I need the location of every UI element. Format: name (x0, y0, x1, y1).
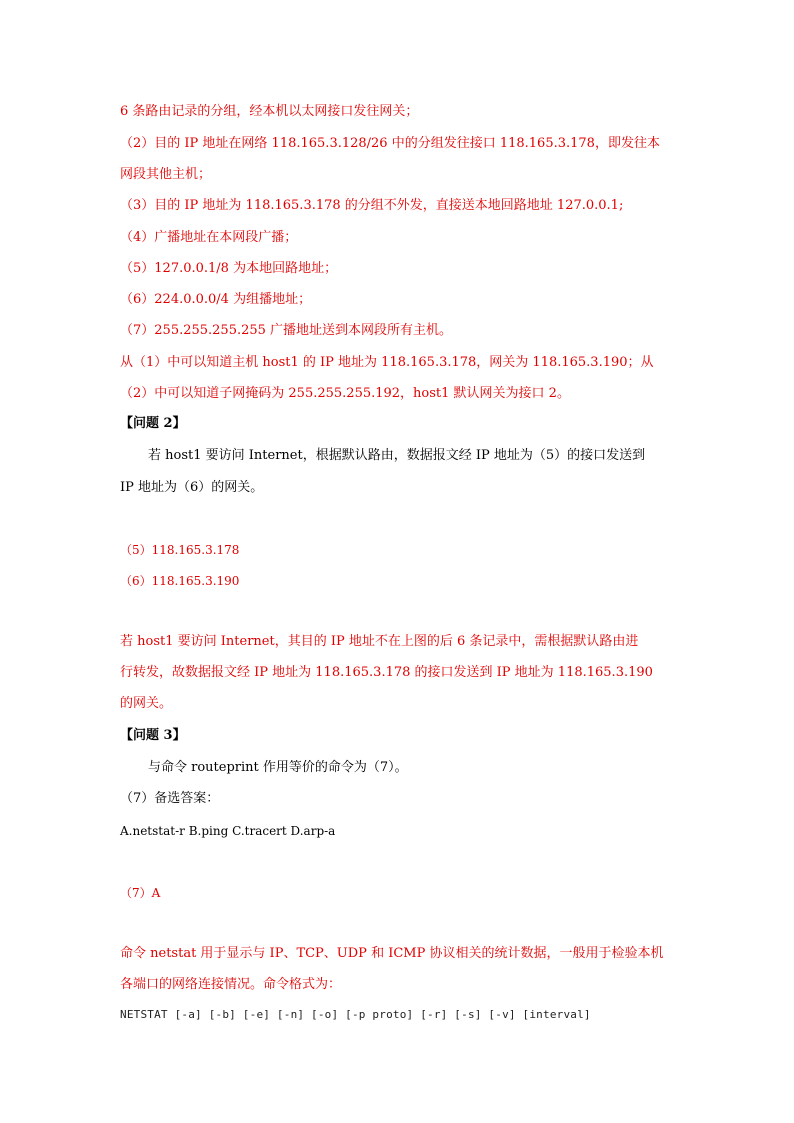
question-3-explanation: 命令 netstat 用于显示与 IP、TCP、UDP 和 ICMP 协议相关的统计数据，一般用于检验本机 (120, 946, 664, 961)
answer-line: 网段其他主机； (120, 167, 212, 182)
answer-line: （5）127.0.0.1/8 为本地回路地址； (120, 261, 338, 276)
question-3-options: A.netstat-r B.ping C.tracert D.arp-a (120, 824, 336, 838)
question-2-text: IP 地址为（6）的网关。 (120, 480, 264, 495)
question-2-answer: （5）118.165.3.178 (120, 543, 240, 557)
answer-line: （2）中可以知道子网掩码为 255.255.255.192，host1 默认网关为接口 2。 (120, 386, 570, 401)
question-2-explanation: 行转发，故数据报文经 IP 地址为 118.165.3.178 的接口发送到 IP 地址为 118.165.3.190 (120, 665, 653, 680)
question-3-text: 与命令 routeprint 作用等价的命令为（7）。 (148, 760, 408, 775)
question-2-answer: （6）118.165.3.190 (120, 574, 240, 588)
answer-line: （6）224.0.0.0/4 为组播地址； (120, 292, 312, 307)
question-2-heading: 【问题 2】 (120, 416, 186, 431)
question-2-explanation: 的网关。 (120, 696, 173, 711)
command-format: NETSTAT [-a] [-b] [-e] [-n] [-o] [-p proto] [-r] [-s] [-v] [interval] (120, 1008, 591, 1021)
answer-line: （3）目的 IP 地址为 118.165.3.178 的分组不外发，直接送本地回路地址 127.0.0.1; (120, 198, 624, 213)
question-3-explanation: 各端口的网络连接情况。命令格式为： (120, 977, 342, 992)
answer-line: 6 条路由记录的分组，经本机以太网接口发往网关； (120, 104, 419, 119)
question-3-answer: （7）A (120, 886, 161, 900)
question-2-explanation: 若 host1 要访问 Internet，其目的 IP 地址不在上图的后 6 条记录中，需根据默认路由进 (120, 634, 639, 649)
question-2-text: 若 host1 要访问 Internet，根据默认路由，数据报文经 IP 地址为（5）的接口发送到 (148, 448, 646, 463)
answer-line: 从（1）中可以知道主机 host1 的 IP 地址为 118.165.3.178，网关为 118.165.3.190；从 (120, 355, 654, 370)
answer-line: （4）广播地址在本网段广播； (120, 230, 298, 245)
answer-line: （2）目的 IP 地址在网络 118.165.3.128/26 中的分组发往接口 118.165.3.178，即发往本 (120, 136, 660, 151)
answer-line: （7）255.255.255.255 广播地址送到本网段所有主机。 (120, 323, 453, 338)
question-3-heading: 【问题 3】 (120, 728, 186, 743)
question-3-options-label: （7）备选答案： (120, 791, 220, 806)
